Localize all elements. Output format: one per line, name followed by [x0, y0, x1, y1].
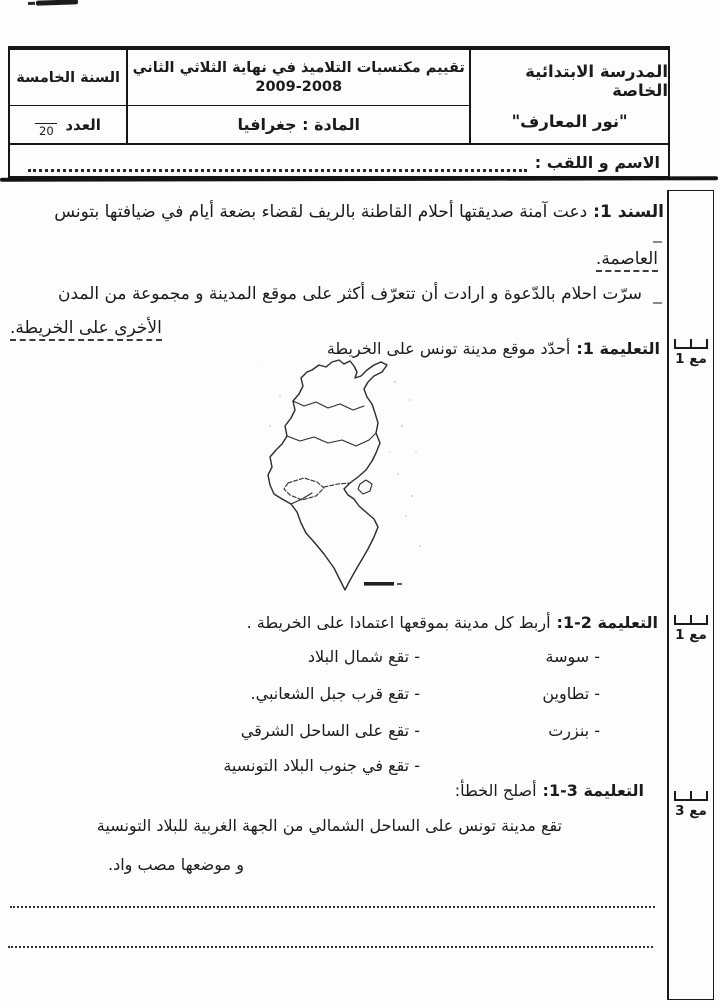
school-name-line2: "نور المعارف": [511, 112, 628, 131]
support-1-line2: [596, 247, 658, 271]
tally-line-3: [674, 791, 708, 801]
correction-line1: تقع مدينة تونس على الساحل الشمالي من الجهة الغربية للبلاد التونسية: [96, 816, 562, 835]
name-label: الاسم و اللقب :: [534, 153, 660, 172]
score-blank: [35, 114, 57, 124]
location-item-north: - تقع شمال البلاد: [307, 647, 420, 666]
score-mark-3: [673, 791, 709, 819]
score-label: العدد: [65, 115, 101, 134]
support-1-line3-text: سرّت احلام بالدّعوة و ارادت أن تتعرّف أكثر على موقع المدينة و مجموعة من المدن: [57, 284, 642, 304]
score-mark-2: [673, 615, 709, 643]
scan-speckles: [260, 359, 421, 547]
answer-dotted-line-1: [10, 892, 655, 908]
scan-artifact-dash-1: [653, 241, 662, 243]
city-item-sousse: - سوسة: [545, 647, 600, 666]
support-1-label: السند 1:: [593, 202, 664, 222]
school-year: 2009-2008: [255, 78, 343, 95]
correction-line2: و موضعها مصب واد.: [108, 855, 244, 874]
score-fraction: [35, 114, 57, 136]
instruction-3-text: أصلح الخطأ:: [454, 781, 537, 800]
scan-artifact-dash-2: [653, 302, 662, 304]
tunisia-outline: [268, 360, 387, 590]
instruction-2-text: أربط كل مدينة بموقعها اعتمادا على الخريطة .: [246, 613, 551, 632]
support-1-line1: [54, 200, 664, 224]
subject-label: المادة : جغرافيا: [237, 115, 360, 134]
support-1-line3: [58, 282, 642, 306]
horizontal-rule: [0, 176, 718, 182]
support-1-line4-text: الأخرى على الخريطة.: [10, 318, 162, 341]
score-margin-column: [667, 190, 714, 1000]
region-line-north: [293, 401, 364, 410]
name-dotted-line: [28, 154, 527, 172]
score-field: [10, 106, 126, 143]
region-line-south: [291, 493, 312, 504]
tunisia-map: [260, 356, 432, 596]
tally-line-2: [674, 615, 708, 625]
evaluation-title: تقييم مكتسبات التلاميذ في نهاية الثلاثي الثاني: [132, 59, 465, 76]
location-item-chaambi: - تقع قرب جبل الشعانبي.: [250, 684, 420, 703]
header-cells: [10, 50, 668, 145]
location-item-east-coast: - تقع على الساحل الشرقي: [240, 721, 420, 740]
map-scale-bar: [364, 582, 394, 586]
score-denominator: 20: [39, 123, 54, 138]
instruction-2: [247, 611, 658, 635]
school-name-cell: [469, 50, 668, 143]
evaluation-cell: [126, 50, 469, 143]
map-scale-bar-end: [397, 583, 402, 585]
support-1-line2-text: العاصمة.: [596, 249, 658, 272]
chott-lake: [284, 478, 324, 500]
grade-level: السنة الخامسة: [10, 50, 126, 106]
score-mark-2-label: مع 1: [675, 627, 707, 643]
instruction-3: [455, 779, 644, 803]
score-mark-1-label: مع 1: [675, 351, 707, 367]
instruction-1-text: أحدّد موقع مدينة تونس على الخريطة: [326, 339, 571, 358]
region-line-center: [287, 433, 376, 446]
tunisia-map-svg: [260, 356, 432, 596]
support-1-text: دعت آمنة صديقتها أحلام القاطنة بالريف لقضاء بضعة أيام في ضيافتها بتونس: [54, 202, 588, 222]
grade-cell: [10, 50, 126, 143]
scan-artifact-mark: [36, 0, 78, 6]
tally-line-1: [674, 339, 708, 349]
city-item-tataouine: - تطاوين: [542, 684, 600, 703]
support-1-line4: [10, 316, 162, 340]
instruction-1-label: التعليمة 1:: [576, 339, 660, 358]
school-name-line1: المدرسة الابتدائية الخاصة: [525, 62, 668, 100]
djerba-island: [358, 480, 372, 494]
answer-dotted-line-2: [8, 932, 653, 948]
header-table: [8, 46, 670, 178]
instruction-3-label: التعليمة 3-1:: [542, 781, 644, 800]
score-mark-3-label: مع 3: [675, 803, 707, 819]
city-item-bizerte: - بنزرت: [548, 721, 600, 740]
instruction-2-label: التعليمة 2-1:: [556, 613, 658, 632]
name-row: [10, 145, 668, 180]
score-mark-1: [673, 339, 709, 367]
location-item-south: - تقع في جنوب البلاد التونسية: [223, 756, 420, 775]
